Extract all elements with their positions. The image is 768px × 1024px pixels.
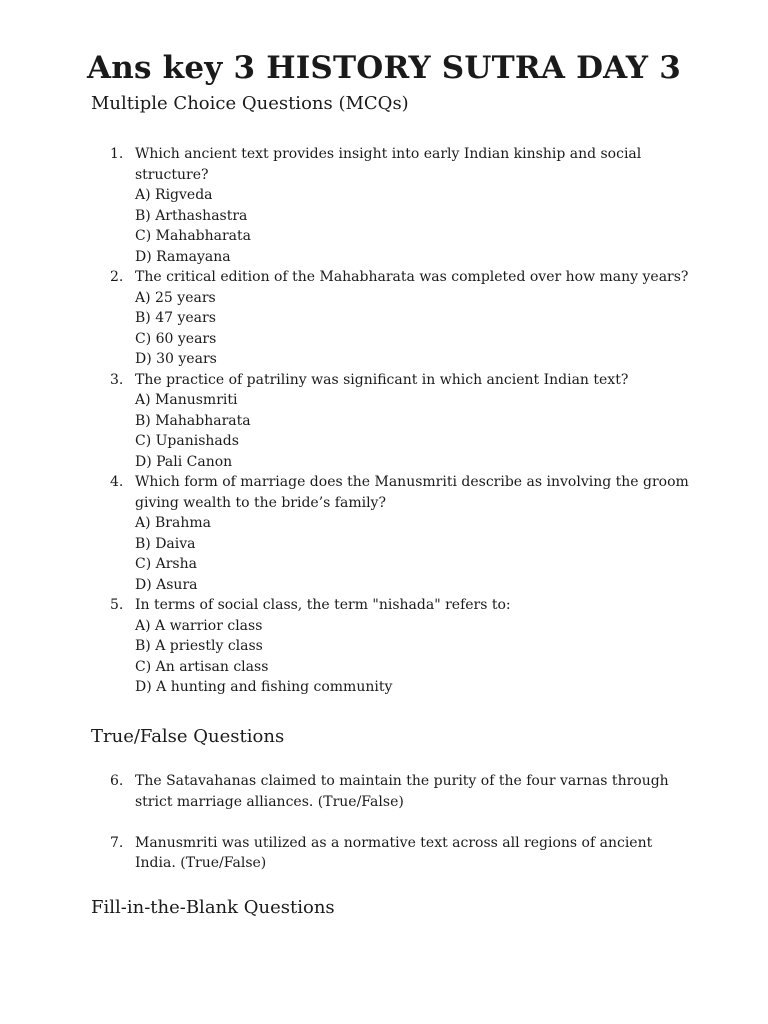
section-heading-true-false: True/False Questions — [91, 726, 285, 747]
mcq-question-2 — [110, 267, 690, 370]
option-a: A) Brahma — [135, 515, 211, 531]
option-d: D) Pali Canon — [135, 453, 233, 470]
question-number: 6. — [110, 773, 124, 789]
document-title: Ans key 3 HISTORY SUTRA DAY 3 — [87, 50, 681, 86]
question-text: Which ancient text provides insight into early Indian kinship and social structure? — [135, 146, 642, 183]
section-heading-mcq: Multiple Choice Questions (MCQs) — [91, 93, 409, 114]
question-number: 4. — [110, 474, 124, 490]
question-text: The practice of patriliny was significant in which ancient Indian text? — [135, 371, 629, 388]
option-a: A) Rigveda — [135, 187, 213, 203]
question-text: In terms of social class, the term "nishada" refers to: — [135, 597, 511, 613]
option-a: A) 25 years — [135, 289, 216, 306]
option-a: A) A warrior class — [135, 617, 263, 634]
mcq-question-list — [110, 144, 690, 698]
question-number: 7. — [110, 834, 124, 851]
option-d: D) Asura — [135, 576, 198, 593]
question-number: 1. — [110, 146, 124, 162]
question-text: Which form of marriage does the Manusmriti describe as involving the groom giving wealth to the bride’s family? — [135, 474, 689, 511]
option-c: C) 60 years — [135, 330, 217, 347]
section-heading-fill-in-the-blank: Fill-in-the-Blank Questions — [91, 897, 335, 918]
question-text: The critical edition of the Mahabharata was completed over how many years? — [135, 269, 689, 285]
true-false-question-7 — [110, 833, 690, 874]
mcq-question-5 — [110, 595, 690, 698]
option-d: D) 30 years — [135, 351, 217, 367]
question-text: Manusmriti was utilized as a normative text across all regions of ancient India. (True/False) — [135, 834, 653, 871]
true-false-question-list — [110, 771, 690, 894]
mcq-question-4 — [110, 472, 690, 595]
option-b: B) Daiva — [135, 535, 196, 552]
mcq-question-3 — [110, 370, 690, 473]
option-b: B) A priestly class — [135, 638, 263, 654]
option-c: C) Mahabharata — [135, 228, 252, 244]
option-c: C) An artisan class — [135, 658, 269, 675]
option-a: A) Manusmriti — [135, 392, 238, 408]
option-c: C) Upanishads — [135, 433, 239, 449]
question-text: The Satavahanas claimed to maintain the purity of the four varnas through strict marriage alliances. (True/False) — [135, 773, 669, 810]
true-false-question-6 — [110, 771, 690, 812]
option-b: B) Mahabharata — [135, 412, 251, 429]
option-c: C) Arsha — [135, 556, 197, 572]
option-b: B) Arthashastra — [135, 207, 248, 224]
mcq-question-1 — [110, 144, 690, 267]
question-number: 3. — [110, 371, 124, 388]
option-d: D) A hunting and fishing community — [135, 679, 393, 695]
option-d: D) Ramayana — [135, 248, 231, 265]
option-b: B) 47 years — [135, 310, 216, 326]
question-number: 5. — [110, 597, 124, 613]
question-number: 2. — [110, 269, 124, 285]
